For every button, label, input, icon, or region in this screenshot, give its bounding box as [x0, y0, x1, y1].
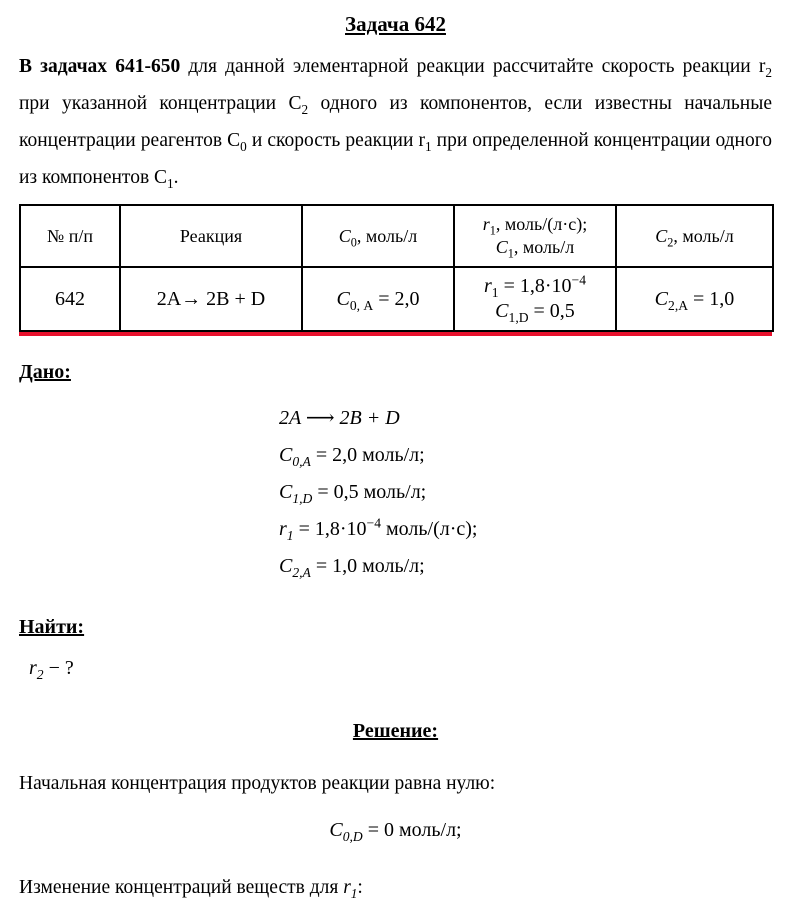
given-line-c1: $C_{1,D} = 0,5$ моль/л;	[279, 481, 427, 506]
header-cell-number: № п/п	[20, 205, 120, 267]
page-title: Задача 642	[345, 12, 446, 36]
cell-c0-value: $С_{0, A} = 2,0$	[302, 267, 454, 331]
header-cell-reaction: Реакция	[120, 205, 302, 267]
solution-paragraph-2: Изменение концентраций веществ для $r_1$:	[19, 877, 363, 901]
solution-paragraph-1: Начальная концентрация продуктов реакции равна нулю:	[19, 773, 496, 794]
cell-r1-c1-values: $r_1 = 1,8\cdot 10^{-4}$ $С_{1,D} = 0,5$	[454, 267, 616, 331]
given-line-r1: $r_1 = 1,8\cdot 10^{-4}$ моль/(л·с);	[279, 515, 478, 543]
red-underline-annotation	[19, 332, 772, 336]
given-line-reaction: 2A ⟶ 2B + D	[279, 407, 400, 429]
given-block	[279, 400, 772, 585]
cell-reaction: 2A→ 2B + D	[120, 267, 302, 331]
problems-table	[19, 204, 774, 332]
cell-c2-value: $С_{2,A} = 1,0$	[616, 267, 773, 331]
solution-label: Решение:	[352, 720, 439, 742]
header-cell-c0: $С_0$, моль/л	[302, 205, 454, 267]
table-data-row	[20, 267, 773, 331]
given-line-c2: $C_{2,A} = 1,0$ моль/л;	[279, 555, 425, 580]
header-cell-c2: $С_2$, моль/л	[616, 205, 773, 267]
given-label: Дано:	[19, 361, 71, 383]
given-line-c0: $C_{0,A} = 2,0$ моль/л;	[279, 444, 425, 469]
intro-paragraph: В задачах 641-650 для данной элементарной реакции рассчитайте скорость реакции $r_2$ при указанной концентрации $С_2$ одного из компонентов, если известны начальные концентрации реагентов $С_0$ и скорость реакции $r_1$ при определенной концентрации одного из компонентов $С_1$.	[19, 56, 773, 191]
header-cell-r1-c1: $r_1$, моль/(л·с); $С_1$, моль/л	[454, 205, 616, 267]
find-label: Найти:	[19, 616, 85, 638]
find-expression: $r_2$ − ?	[29, 657, 74, 682]
cell-problem-number: 642	[20, 267, 120, 331]
solution-formula-c0d: $C_{0,D} = 0$ моль/л;	[329, 819, 462, 844]
table-header-row	[20, 205, 773, 267]
